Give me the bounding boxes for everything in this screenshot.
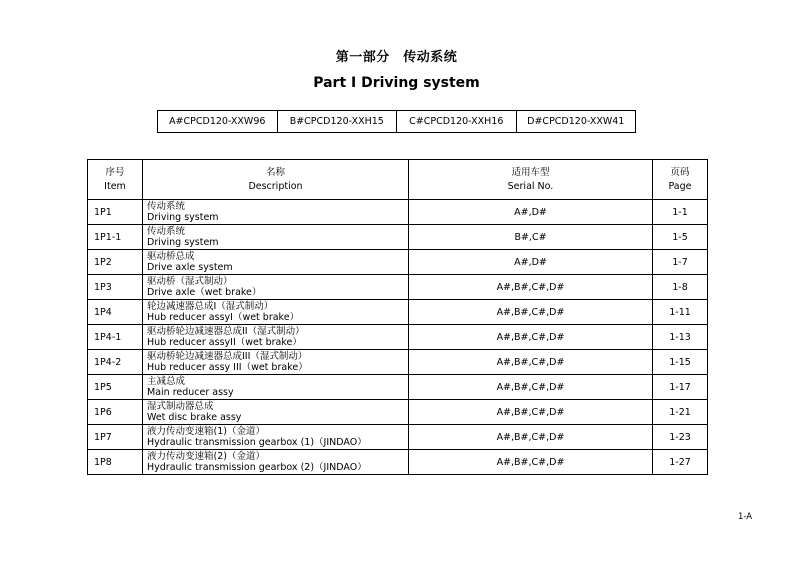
- row-serial: A#,B#,C#,D#: [409, 400, 653, 425]
- row-page: 1-23: [653, 425, 708, 450]
- table-row: [88, 225, 708, 250]
- page-title-chinese: 第一部分 传动系统: [335, 50, 458, 65]
- row-page: 1-7: [653, 250, 708, 275]
- model-list: [157, 110, 636, 133]
- model-a: A#CPCD120-XXW96: [158, 111, 278, 132]
- row-serial: A#,B#,C#,D#: [409, 425, 653, 450]
- row-serial: A#,D#: [409, 250, 653, 275]
- row-item: 1P8: [88, 450, 143, 475]
- row-page: 1-27: [653, 450, 708, 475]
- row-description: [143, 225, 409, 250]
- row-serial: A#,B#,C#,D#: [409, 350, 653, 375]
- header-description: 名称 Description: [143, 160, 409, 200]
- row-serial: A#,B#,C#,D#: [409, 275, 653, 300]
- contents-table: [87, 159, 708, 475]
- row-serial: A#,B#,C#,D#: [409, 300, 653, 325]
- row-description: [143, 400, 409, 425]
- row-description: [143, 350, 409, 375]
- row-description-cn: 驱动桥轮边减速器总成II（湿式制动）: [147, 326, 305, 337]
- row-description-cn: 湿式制动器总成: [147, 401, 214, 412]
- row-description: [143, 325, 409, 350]
- row-item: 1P7: [88, 425, 143, 450]
- row-page: 1-11: [653, 300, 708, 325]
- row-item: 1P4-2: [88, 350, 143, 375]
- row-description: [143, 250, 409, 275]
- table-row: [88, 250, 708, 275]
- row-description-en: Hub reducer assyII（wet brake）: [147, 337, 302, 348]
- table-row: [88, 425, 708, 450]
- row-serial: A#,B#,C#,D#: [409, 375, 653, 400]
- table-row: [88, 200, 708, 225]
- row-description: [143, 300, 409, 325]
- row-serial: A#,B#,C#,D#: [409, 325, 653, 350]
- row-description: [143, 200, 409, 225]
- header-serial: 适用车型 Serial No.: [409, 160, 653, 200]
- row-description-en: Drive axle（wet brake）: [147, 287, 262, 298]
- row-serial: A#,D#: [409, 200, 653, 225]
- row-item: 1P1-1: [88, 225, 143, 250]
- row-description-cn: 传动系统: [147, 226, 186, 237]
- row-description: [143, 425, 409, 450]
- row-description-cn: 液力传动变速箱(2)（金道）: [147, 451, 265, 462]
- row-description-en: Hydraulic transmission gearbox (2)（JINDAO）: [147, 462, 367, 473]
- row-page: 1-8: [653, 275, 708, 300]
- table-row: [88, 350, 708, 375]
- row-serial: B#,C#: [409, 225, 653, 250]
- row-item: 1P1: [88, 200, 143, 225]
- row-description-en: Hydraulic transmission gearbox (1)（JINDAO）: [147, 437, 367, 448]
- row-description-cn: 轮边减速器总成I（湿式制动）: [147, 301, 274, 312]
- row-page: 1-5: [653, 225, 708, 250]
- model-d: D#CPCD120-XXW41: [527, 116, 625, 127]
- row-description-en: Hub reducer assyI（wet brake）: [147, 312, 300, 323]
- table-row: [88, 450, 708, 475]
- table-header-row: [88, 160, 708, 200]
- row-page: 1-15: [653, 350, 708, 375]
- row-description: [143, 450, 409, 475]
- row-item: 1P4-1: [88, 325, 143, 350]
- row-description-cn: 液力传动变速箱(1)（金道）: [147, 426, 265, 437]
- row-page: 1-17: [653, 375, 708, 400]
- row-description-en: Driving system: [147, 237, 219, 248]
- row-item: 1P4: [88, 300, 143, 325]
- model-c: C#CPCD120-XXH16: [397, 111, 517, 132]
- row-item: 1P5: [88, 375, 143, 400]
- page-number: 1-A: [738, 512, 753, 522]
- row-item: 1P2: [88, 250, 143, 275]
- row-description-cn: 传动系统: [147, 201, 186, 212]
- row-description-en: Drive axle system: [147, 262, 233, 273]
- row-page: 1-1: [653, 200, 708, 225]
- header-item: 序号 Item: [88, 160, 143, 200]
- row-description-cn: 驱动桥总成: [147, 251, 195, 262]
- table-row: [88, 400, 708, 425]
- row-description: [143, 375, 409, 400]
- row-serial: A#,B#,C#,D#: [409, 450, 653, 475]
- row-page: 1-21: [653, 400, 708, 425]
- model-b: B#CPCD120-XXH15: [278, 111, 398, 132]
- row-page: 1-13: [653, 325, 708, 350]
- row-description-cn: 主减总成: [147, 376, 186, 387]
- table-row: [88, 375, 708, 400]
- table-row: [88, 300, 708, 325]
- row-description-cn: 驱动桥（湿式制动）: [147, 276, 233, 287]
- header-page: 页码 Page: [653, 160, 708, 200]
- row-description-en: Main reducer assy: [147, 387, 234, 398]
- row-description-en: Wet disc brake assy: [147, 412, 242, 423]
- table-row: [88, 325, 708, 350]
- row-description: [143, 275, 409, 300]
- table-row: [88, 275, 708, 300]
- page-title-english: Part I Driving system: [313, 75, 480, 91]
- row-item: 1P6: [88, 400, 143, 425]
- row-description-en: Driving system: [147, 212, 219, 223]
- row-item: 1P3: [88, 275, 143, 300]
- row-description-cn: 驱动桥轮边减速器总成III（湿式制动）: [147, 351, 308, 362]
- row-description-en: Hub reducer assy III（wet brake）: [147, 362, 308, 373]
